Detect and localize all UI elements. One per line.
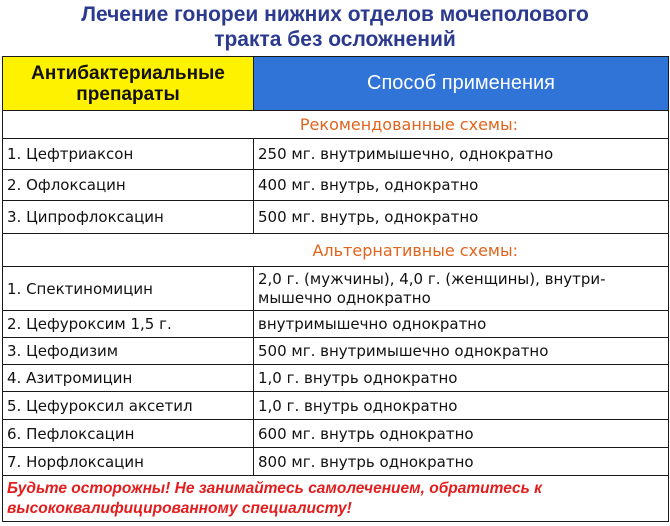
usage-cell: 250 мг. внутримышечно, однократно [254,139,669,170]
header-drugs [3,57,254,111]
table-row [3,170,669,201]
usage-line-2: мышечно однократно [258,288,431,307]
section-alternative: Альтернативные схемы: [3,234,669,267]
header-usage: Способ применения [254,57,669,111]
table-row [3,139,669,170]
warning-line-2: высококвалифицированному специалисту! [7,499,352,517]
drug-cell: 3. Ципрофлоксацин [3,201,254,234]
drug-cell: 2. Цефуроксим 1,5 г. [3,311,254,338]
table-row [3,365,669,392]
warning-line-1: Будьте осторожны! Не занимайтесь самолечением, обратитесь к [7,479,542,497]
usage-cell: внутримышечно однократно [254,311,669,338]
drug-cell: 1. Спектиномицин [3,267,254,311]
table-row [3,338,669,365]
table-row [3,267,669,311]
warning-row [3,476,669,522]
usage-cell: 1,0 г. внутрь однократно [254,392,669,420]
section-row-alternative [3,234,669,267]
table-row [3,420,669,448]
usage-cell [254,267,669,311]
usage-cell: 600 мг. внутрь однократно [254,420,669,448]
title-line-2: тракта без осложнений [214,28,456,51]
usage-cell: 1,0 г. внутрь однократно [254,365,669,392]
table-header-row [3,57,669,111]
usage-cell: 800 мг. внутрь однократно [254,448,669,476]
drug-cell: 2. Офлоксацин [3,170,254,201]
table-row [3,201,669,234]
section-row-recommended [3,111,669,139]
usage-cell: 500 мг. внутримышечно однократно [254,338,669,365]
drug-cell: 6. Пефлоксацин [3,420,254,448]
usage-line-1: 2,0 г. (мужчины), 4,0 г. (женщины), внутри- [258,269,606,288]
warning-note [3,476,669,522]
drug-cell: 1. Цефтриаксон [3,139,254,170]
usage-cell: 500 мг. внутрь, однократно [254,201,669,234]
table-row [3,311,669,338]
drug-cell: 4. Азитромицин [3,365,254,392]
header-drugs-line-1: Антибактериальные [31,62,225,84]
drug-cell: 5. Цефуроксил аксетил [3,392,254,420]
table-row [3,392,669,420]
drug-cell: 7. Норфлоксацин [3,448,254,476]
drug-cell: 3. Цефодизим [3,338,254,365]
title-line-1: Лечение гонореи нижних отделов мочеполового [81,3,589,26]
treatment-table [2,56,669,522]
section-recommended: Рекомендованные схемы: [3,111,669,139]
usage-cell: 400 мг. внутрь, однократно [254,170,669,201]
table-row [3,448,669,476]
page-title [0,2,670,56]
header-drugs-line-2: препараты [76,83,180,105]
